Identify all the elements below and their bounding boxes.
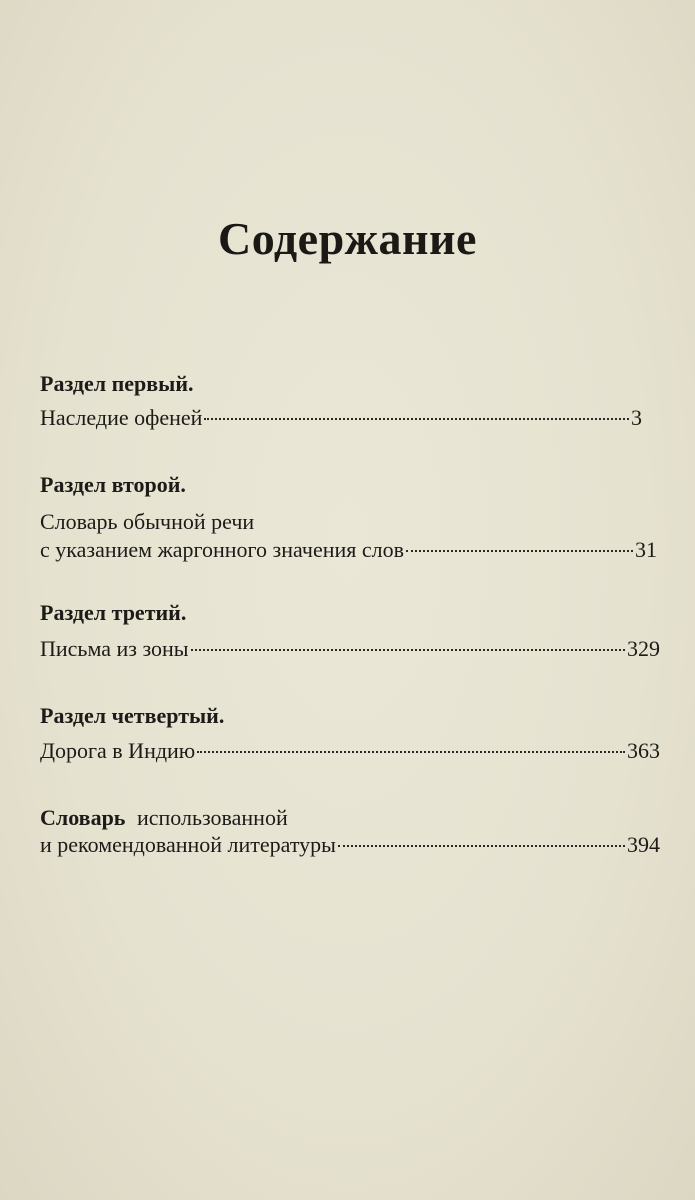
toc-page-number: 394 [627, 832, 660, 857]
bibliography-heading-rest: использованной [136, 805, 288, 830]
dot-leader [406, 550, 633, 552]
section-4-heading [40, 703, 224, 729]
section-2-heading [40, 472, 186, 498]
toc-page-number: 363 [627, 738, 660, 763]
dot-leader [191, 649, 625, 651]
section-2-heading-text: Раздел второй. [40, 472, 186, 497]
section-1-heading-text: Раздел первый. [40, 371, 194, 396]
page-title: Содержание [218, 213, 477, 264]
toc-row-section-4[interactable] [40, 738, 660, 764]
toc-row-section-3[interactable] [40, 636, 660, 662]
toc-page-number: 329 [627, 636, 660, 661]
toc-entry-title: Наследие офеней [40, 405, 203, 430]
toc-page-number: 31 [635, 537, 657, 562]
toc-row-section-1[interactable] [40, 405, 642, 431]
toc-page-number: 3 [631, 405, 642, 430]
section-3-heading-text: Раздел третий. [40, 600, 187, 625]
section-4-heading-text: Раздел четвертый. [40, 703, 225, 728]
bibliography-heading-bold: Словарь [40, 805, 126, 830]
dot-leader [338, 845, 625, 847]
toc-row-section-2[interactable] [40, 537, 657, 563]
section-1-heading [40, 371, 194, 397]
toc-row-bibliography[interactable] [40, 832, 660, 858]
dot-leader [197, 751, 625, 753]
toc-entry-title: с указанием жаргонного значения слов [40, 537, 405, 562]
section-3-heading [40, 600, 186, 626]
dot-leader [204, 418, 629, 420]
bibliography-heading [40, 805, 288, 831]
section-2-entry-line-1: Словарь обычной речи [40, 509, 255, 534]
toc-entry-title: Дорога в Индию [40, 738, 196, 763]
toc-entry-title: и рекомендованной литературы [40, 832, 336, 857]
toc-entry-title: Письма из зоны [40, 636, 189, 661]
